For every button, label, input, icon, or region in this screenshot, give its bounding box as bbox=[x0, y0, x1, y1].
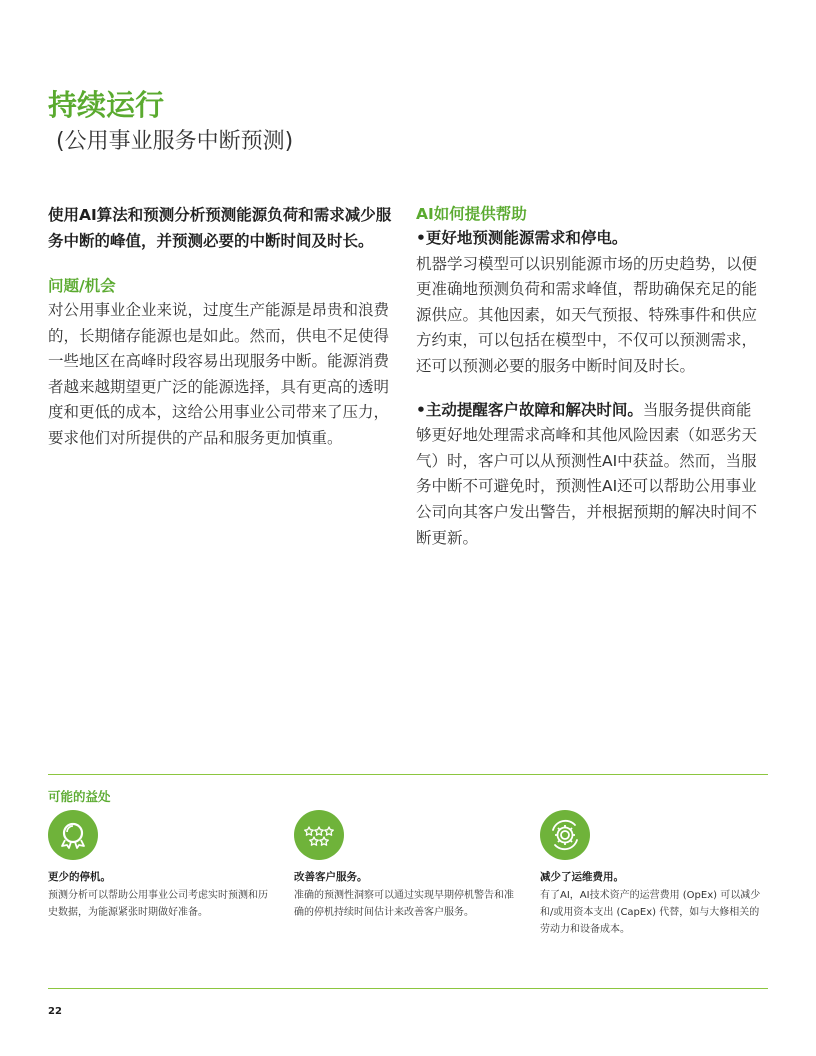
benefits-label: 可能的益处 bbox=[48, 789, 111, 804]
page-title: 持续运行 bbox=[48, 88, 165, 122]
bullet-item bbox=[416, 226, 762, 380]
benefit-desc: 有了AI，AI技术资产的运营费用 (OpEx) 可以减少和/或用资本支出 (CapEx) 代替，如与大修相关的劳动力和设备成本。 bbox=[540, 890, 761, 935]
bullet-title: •更好地预测能源需求和停电。 bbox=[416, 229, 628, 247]
benefit-desc: 预测分析可以帮助公用事业公司考虑实时预测和历史数据，为能源紧张时期做好准备。 bbox=[48, 890, 268, 918]
bullet-item bbox=[416, 398, 762, 552]
bullet-text: 当服务提供商能够更好地处理需求高峰和其他风险因素（如恶劣天气）时，客户可以从预测性AI中获益。然而，当服务中断不可避免时，预测性AI还可以帮助公用事业公司向其客户发出警告，并根据预期的解决时间不断更新。 bbox=[416, 400, 758, 547]
ai-help-heading: AI如何提供帮助 bbox=[416, 205, 527, 223]
page-number: 22 bbox=[48, 1006, 62, 1017]
page-subtitle: (公用事业服务中断预测) bbox=[56, 129, 294, 154]
bullet-text: 机器学习模型可以识别能源市场的历史趋势，以便更准确地预测负荷和需求峰值，帮助确保充足的能源供应。其他因素，如天气预报、特殊事件和供应方约束，可以包括在模型中，不仅可以预测需求，还可以预测必要的服务中断时间及时长。 bbox=[416, 254, 758, 375]
right-column bbox=[416, 202, 762, 551]
benefit-title: 更少的停机。 bbox=[48, 871, 111, 883]
gear-cycle-icon bbox=[540, 810, 590, 860]
bullet-title: •主动提醒客户故障和解决时间。 bbox=[416, 400, 643, 419]
lead-paragraph: 使用AI算法和预测分析预测能源负荷和需求减少服务中断的峰值，并预测必要的中断时间及时长。 bbox=[48, 206, 392, 250]
benefit-desc: 准确的预测性洞察可以通过实现早期停机警告和准确的停机持续时间估计来改善客户服务。 bbox=[294, 890, 514, 918]
problem-body: 对公用事业企业来说，过度生产能源是昂贵和浪费的，长期储存能源也是如此。然而，供电不足使得一些地区在高峰时段容易出现服务中断。能源消费者越来越期望更广泛的能源选择，具有更高的透明度和更低的成本，这给公用事业公司带来了压力，要求他们对所提供的产品和服务更加慎重。 bbox=[48, 301, 390, 447]
footer-divider bbox=[48, 988, 768, 989]
benefit-title: 改善客户服务。 bbox=[294, 871, 368, 883]
benefit-title: 减少了运维费用。 bbox=[540, 871, 624, 883]
benefit-item bbox=[294, 810, 522, 921]
section-divider bbox=[48, 774, 768, 775]
problem-heading: 问题/机会 bbox=[48, 277, 116, 295]
benefit-item bbox=[48, 810, 276, 921]
left-column bbox=[48, 202, 394, 452]
benefit-item bbox=[540, 810, 768, 938]
award-medal-icon bbox=[48, 810, 98, 860]
five-stars-icon bbox=[294, 810, 344, 860]
